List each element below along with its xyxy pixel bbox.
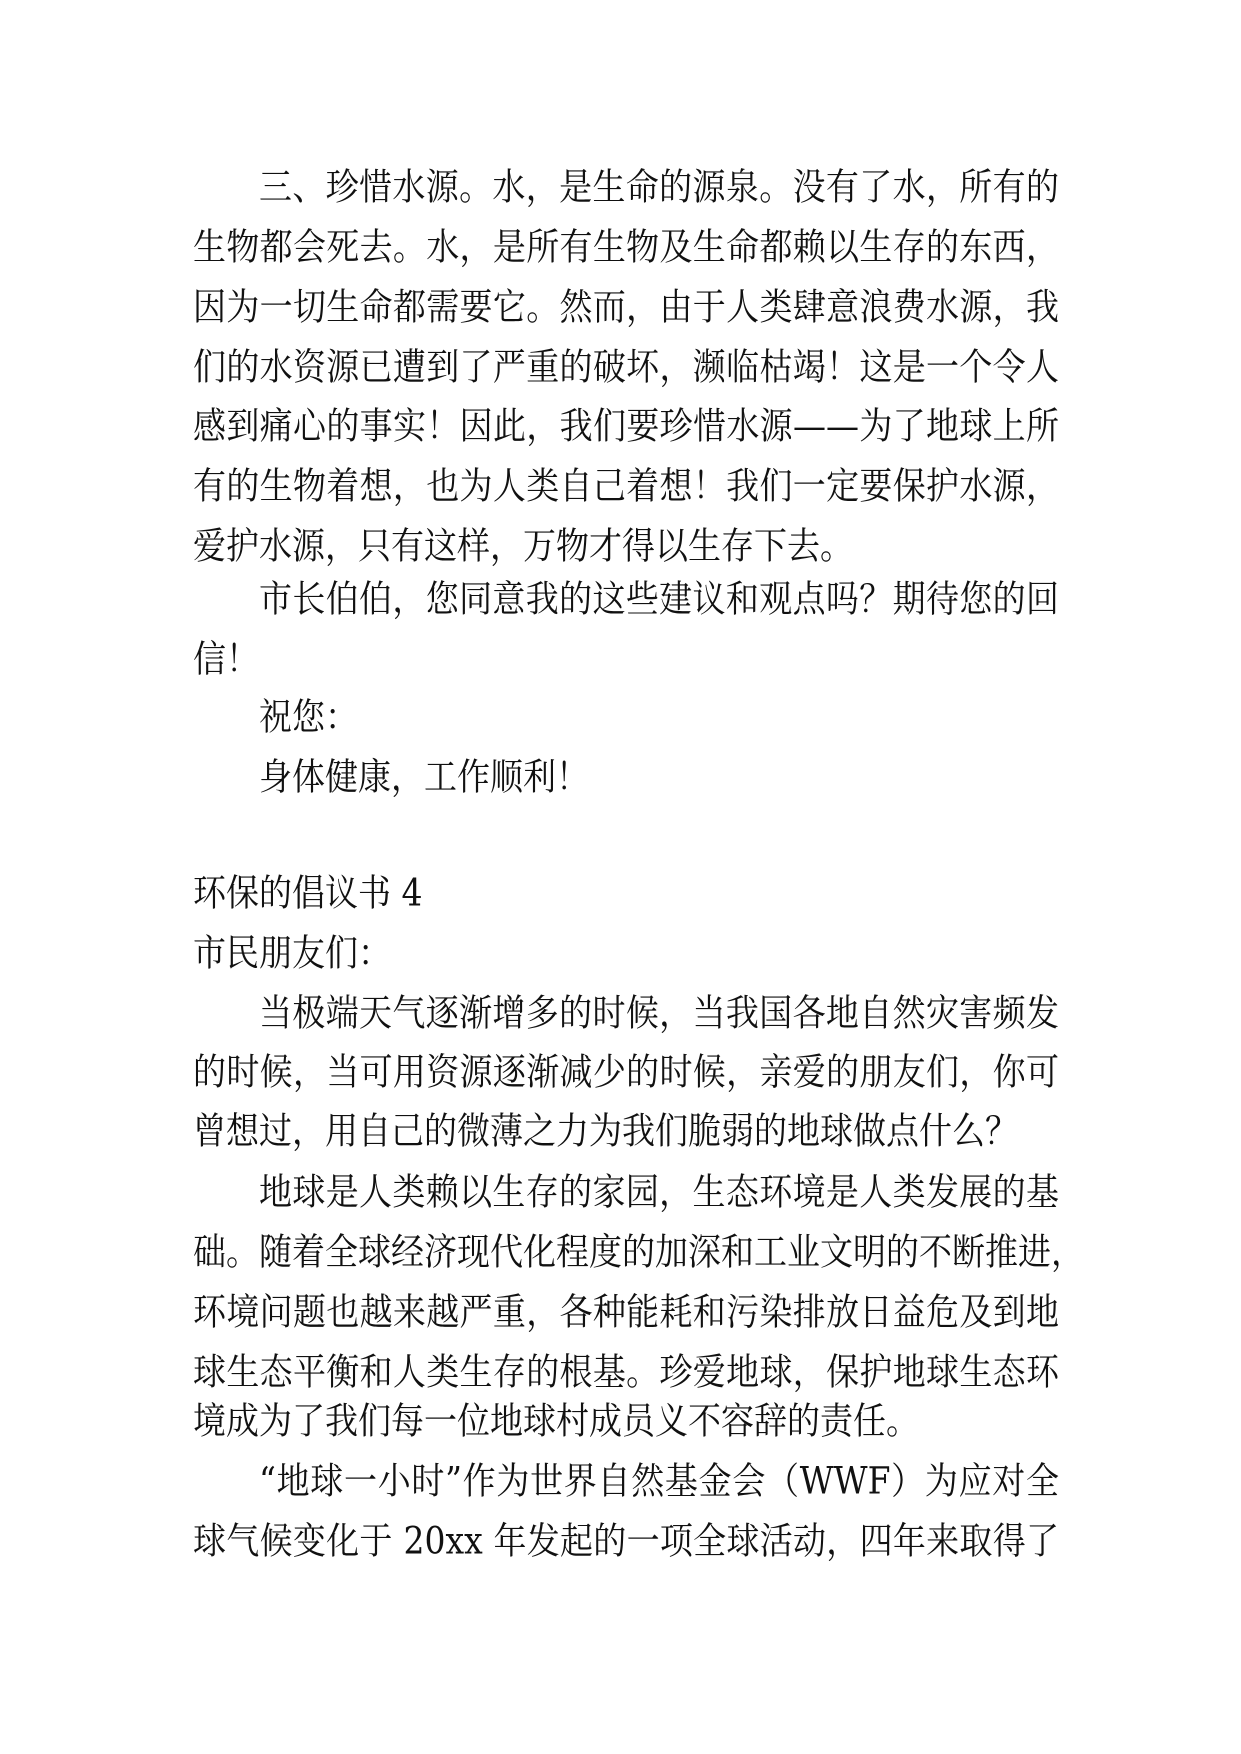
text-line: 三、珍惜水源。水，是生命的源泉。没有了水，所有的	[259, 164, 1059, 209]
wish-line: 祝您：	[259, 694, 358, 739]
text-line: 础。随着全球经济现代化程度的加深和工业文明的不断推进，	[193, 1229, 1084, 1274]
text-line: 爱护水源，只有这样，万物才得以生存下去。	[193, 523, 853, 568]
text-line: 当极端天气逐渐增多的时候，当我国各地自然灾害频发	[259, 990, 1059, 1035]
text-line: 曾想过，用自己的微薄之力为我们脆弱的地球做点什么？	[193, 1108, 1018, 1153]
text-line: “地球一小时”作为世界自然基金会（WWF）为应对全	[259, 1458, 1059, 1503]
text-line: 感到痛心的事实！因此，我们要珍惜水源——为了地球上所	[193, 403, 1059, 448]
section-title: 环保的倡议书 4	[193, 870, 423, 915]
text-line: 的时候，当可用资源逐渐减少的时候，亲爱的朋友们，你可	[193, 1049, 1059, 1094]
salutation: 市民朋友们：	[193, 930, 391, 975]
text-line: 信！	[193, 636, 259, 681]
text-line: 们的水资源已遭到了严重的破坏，濒临枯竭！这是一个令人	[193, 344, 1059, 389]
text-line: 球生态平衡和人类生存的根基。珍爱地球，保护地球生态环	[193, 1349, 1059, 1394]
text-line: 生物都会死去。水，是所有生物及生命都赖以生存的东西，	[193, 224, 1059, 269]
text-line: 境成为了我们每一位地球村成员义不容辞的责任。	[193, 1398, 919, 1443]
text-line: 地球是人类赖以生存的家园，生态环境是人类发展的基	[259, 1169, 1059, 1214]
text-line: 环境问题也越来越严重，各种能耗和污染排放日益危及到地	[193, 1289, 1059, 1334]
text-line: 因为一切生命都需要它。然而，由于人类肆意浪费水源，我	[193, 284, 1059, 329]
text-line: 球气候变化于 20xx 年发起的一项全球活动，四年来取得了	[193, 1518, 1059, 1563]
text-line: 市长伯伯，您同意我的这些建议和观点吗？期待您的回	[259, 576, 1059, 621]
text-line: 有的生物着想，也为人类自己着想！我们一定要保护水源，	[193, 463, 1059, 508]
wish-text: 身体健康，工作顺利！	[259, 754, 589, 799]
